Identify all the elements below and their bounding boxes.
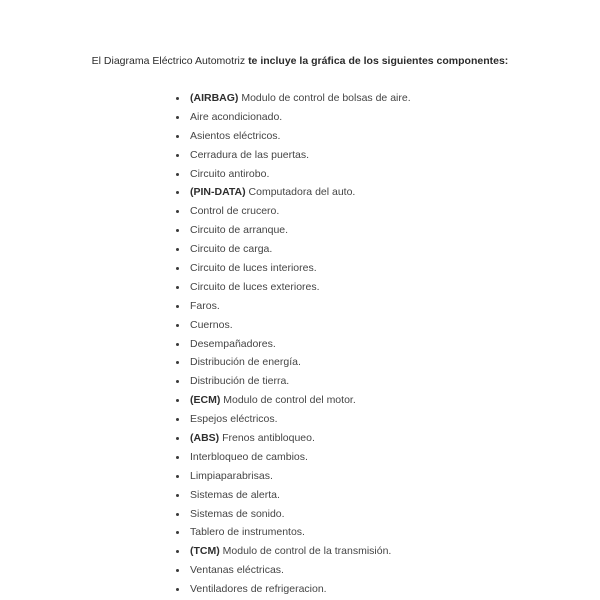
component-list (174, 89, 411, 599)
component-code: (PIN-DATA) (190, 186, 246, 199)
list-item (174, 580, 411, 599)
component-code: (ECM) (190, 394, 221, 407)
list-item (174, 165, 411, 184)
list-item (174, 353, 411, 372)
component-name: Interbloqueo de cambios. (190, 450, 308, 463)
component-code: (TCM) (190, 545, 220, 558)
bullet-icon (176, 343, 179, 346)
list-item (174, 221, 411, 240)
bullet-icon (176, 116, 179, 119)
bullet-icon (176, 380, 179, 383)
component-name: Faros. (190, 299, 220, 312)
list-item (174, 278, 411, 297)
list-item (174, 542, 411, 561)
bullet-icon (176, 361, 179, 364)
component-name: Sistemas de sonido. (190, 507, 285, 520)
list-item (174, 429, 411, 448)
list-item (174, 486, 411, 505)
list-item (174, 183, 411, 202)
bullet-icon (176, 475, 179, 478)
list-item (174, 316, 411, 335)
bullet-icon (176, 173, 179, 176)
component-name: Circuito de luces exteriores. (190, 280, 320, 293)
component-name: Modulo de control de bolsas de aire. (241, 92, 411, 104)
component-name: Aire acondicionado. (190, 110, 283, 123)
bullet-icon (176, 550, 179, 553)
component-name: Cuernos. (190, 318, 233, 331)
intro-bold-text: te incluye la gráfica de los siguientes componentes: (248, 54, 509, 67)
list-item (174, 108, 411, 127)
component-code: (AIRBAG) (190, 92, 239, 104)
list-item (174, 561, 411, 580)
bullet-icon (176, 456, 179, 459)
component-name: Distribución de tierra. (190, 375, 290, 388)
list-item (174, 467, 411, 486)
component-name: Ventiladores de refrigeracion. (190, 583, 327, 596)
component-name: Distribución de energía. (190, 356, 301, 369)
bullet-icon (176, 324, 179, 327)
list-item (174, 127, 411, 146)
list-item (174, 391, 411, 410)
component-name: Circuito de arranque. (190, 224, 289, 237)
component-name: Desempañadores. (190, 337, 276, 350)
component-name: Cerradura de las puertas. (190, 148, 310, 161)
intro-paragraph (60, 54, 540, 68)
bullet-icon (176, 531, 179, 534)
list-item (174, 335, 411, 354)
component-name: Sistemas de alerta. (190, 488, 280, 501)
bullet-icon (176, 399, 179, 402)
component-name: Modulo de control de la transmisión. (222, 545, 392, 558)
list-item (174, 146, 411, 165)
component-name: Computadora del auto. (248, 186, 356, 199)
bullet-icon (176, 229, 179, 232)
bullet-icon (176, 135, 179, 138)
bullet-icon (176, 248, 179, 251)
bullet-icon (176, 305, 179, 308)
component-name: Limpiaparabrisas. (190, 469, 273, 482)
bullet-icon (176, 569, 179, 572)
bullet-icon (176, 210, 179, 213)
bullet-icon (176, 494, 179, 497)
component-name: Circuito antirobo. (190, 167, 270, 180)
bullet-icon (176, 191, 179, 194)
list-item (174, 372, 411, 391)
component-name: Espejos eléctricos. (190, 413, 278, 426)
component-name: Circuito de luces interiores. (190, 262, 317, 275)
component-name: Ventanas eléctricas. (190, 564, 284, 577)
list-item (174, 523, 411, 542)
bullet-icon (176, 513, 179, 516)
bullet-icon (176, 286, 179, 289)
intro-lead-text: El Diagrama Eléctrico Automotriz (91, 54, 249, 67)
component-name: Frenos antibloqueo. (222, 432, 315, 445)
component-name: Tablero de instrumentos. (190, 526, 305, 539)
component-name: Asientos eléctricos. (190, 129, 281, 142)
list-item (174, 259, 411, 278)
list-item (174, 202, 411, 221)
bullet-icon (176, 588, 179, 591)
bullet-icon (176, 418, 179, 421)
list-item (174, 410, 411, 429)
bullet-icon (176, 154, 179, 157)
component-code: (ABS) (190, 432, 220, 445)
bullet-icon (176, 437, 179, 440)
component-name: Modulo de control del motor. (223, 394, 356, 407)
list-item (174, 297, 411, 316)
bullet-icon (176, 97, 179, 100)
component-name: Control de crucero. (190, 205, 280, 218)
list-item (174, 240, 411, 259)
bullet-icon (176, 267, 179, 270)
list-item (174, 448, 411, 467)
component-name: Circuito de carga. (190, 243, 273, 256)
list-item (174, 505, 411, 524)
list-item (174, 89, 411, 108)
